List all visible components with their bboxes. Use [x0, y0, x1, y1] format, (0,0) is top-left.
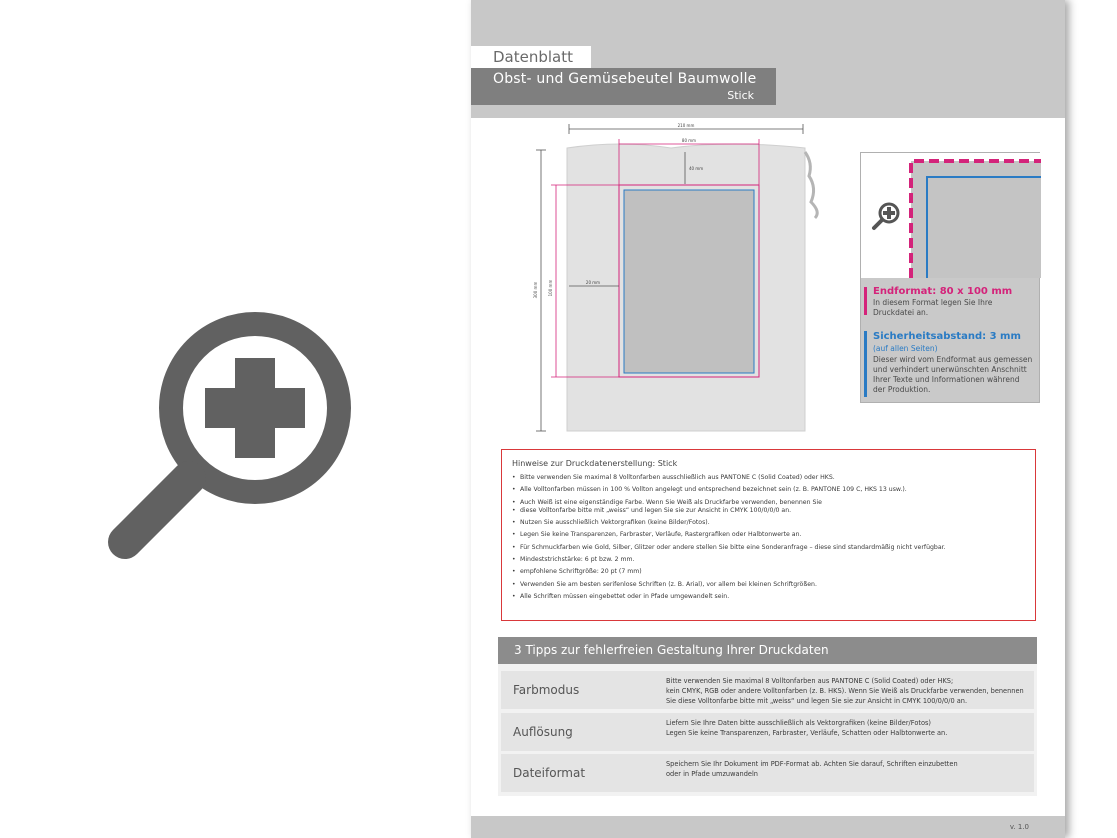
tips-table: [498, 664, 1037, 796]
tip-line: Bitte verwenden Sie maximal 8 Volltonfarben aus PANTONE C (Solid Coated) oder HKS;: [666, 677, 954, 685]
product-title: Obst- und Gemüsebeutel Baumwolle: [493, 71, 757, 87]
safety-text-1: Dieser wird vom Endformat aus gemessen: [873, 355, 1033, 364]
notes-title: Hinweise zur Druckdatenerstellung: Stick: [512, 459, 678, 468]
zoom-in-icon[interactable]: [85, 300, 365, 580]
print-notes-box: [501, 449, 1036, 621]
dim-print-width: 80 mm: [681, 138, 697, 143]
zoom-in-icon[interactable]: [869, 199, 903, 233]
version-label: v. 1.0: [1009, 823, 1029, 831]
tip-row-aufloesung: [501, 713, 1034, 751]
dim-left-offset: 20 mm: [585, 280, 601, 285]
safety-text-4: der Produktion.: [873, 385, 931, 394]
list-item: • Für Schmuckfarben wie Gold, Silber, Glitzer oder andere stellen Sie bitte eine Sonderanfrage – diese sind standardmäßig nicht verfügbar.: [512, 542, 1035, 554]
list-item: • Alle Volltonfarben müssen in 100 % Vollton angelegt und entsprechend bezeichnet sein (z. B. PANTONE 109 C, HKS 13 usw.).: [512, 484, 1035, 496]
tip-line: kein CMYK, RGB oder andere Volltonfarben (z. B. HKS). Wenn Sie Weiß als Druckfarbe verwenden, benennen: [666, 687, 1024, 696]
tip-label: Dateiformat: [513, 766, 586, 780]
list-item: • Mindeststrichstärke: 6 pt bzw. 2 mm.: [512, 554, 1035, 566]
tip-line: Speichern Sie Ihr Dokument im PDF-Format ab. Achten Sie darauf, Schriften einzubetten: [666, 760, 958, 768]
list-item: • Nutzen Sie ausschließlich Vektorgrafiken (keine Bilder/Fotos).: [512, 517, 1035, 529]
list-item: • empfohlene Schriftgröße: 20 pt (7 mm): [512, 566, 1035, 578]
safety-text-2: und verhindert unerwünschten Anschnitt: [873, 365, 1027, 374]
endformat-text-2: Druckdatei an.: [873, 308, 929, 317]
safety-text-3: Ihrer Texte und Informationen während: [873, 375, 1020, 384]
dim-total-height: 300 mm: [533, 281, 538, 299]
tip-line: Liefern Sie Ihre Daten bitte ausschließlich als Vektorgrafiken (keine Bilder/Fotos): [666, 719, 931, 727]
notes-list: [512, 472, 1035, 603]
datasheet-page: [471, 0, 1065, 838]
dim-total-width: 210 mm: [677, 123, 695, 128]
list-item: • Legen Sie keine Transparenzen, Farbraster, Verläufe, Rastergrafiken oder Halbtonwerte an.: [512, 529, 1035, 541]
safety-marker: [864, 331, 867, 397]
list-item: • Alle Schriften müssen eingebettet oder in Pfade umgewandelt sein.: [512, 591, 1035, 603]
list-item: • Auch Weiß ist eine eigenständige Farbe. Wenn Sie Weiß als Druckfarbe verwenden, benennen Sie: [512, 497, 1035, 509]
dim-top-offset: 40 mm: [689, 166, 704, 171]
product-variant: Stick: [727, 89, 754, 102]
print-area: [624, 190, 754, 373]
drawstring-icon: [805, 152, 817, 218]
tip-label: Auflösung: [513, 725, 573, 739]
list-item: • Verwenden Sie am besten serifenlose Schriften (z. B. Arial), vor allem bei kleinen Schriftgrößen.: [512, 579, 1035, 591]
list-item: • Bitte verwenden Sie maximal 8 Volltonfarben ausschließlich aus PANTONE C (Solid Coated) oder HKS.: [512, 472, 1035, 484]
legend-swatch: [861, 153, 1041, 278]
dim-print-height: 100 mm: [548, 279, 553, 297]
tip-line: Sie diese Volltonfarbe bitte mit „weiss“ und legen Sie sie zur Ansicht in CMYK 100/0/0/0 an.: [666, 697, 968, 706]
list-item: • diese Volltonfarbe bitte mit „weiss“ und legen Sie sie zur Ansicht in CMYK 100/0/0/0 an.: [512, 505, 1035, 517]
tip-text: [666, 759, 1031, 779]
safety-title: Sicherheitsabstand: 3 mm: [873, 331, 1021, 342]
tip-text: [666, 676, 1031, 707]
product-title-box: [471, 68, 776, 105]
doc-type-label: Datenblatt: [471, 46, 591, 68]
footer-bar: [471, 816, 1065, 838]
safety-subtitle: (auf allen Seiten): [873, 344, 938, 353]
tip-row-farbmodus: [501, 671, 1034, 709]
format-legend: [860, 152, 1040, 403]
endformat-text-1: In diesem Format legen Sie Ihre: [873, 298, 993, 307]
tip-label: Farbmodus: [513, 683, 580, 697]
tip-text: [666, 718, 1031, 738]
endformat-title: Endformat: 80 x 100 mm: [873, 286, 1013, 297]
tip-line: Legen Sie keine Transparenzen, Farbraster, Verläufe, Schatten oder Halbtonwerte an.: [666, 729, 948, 738]
tips-header: 3 Tipps zur fehlerfreien Gestaltung Ihrer Druckdaten: [498, 637, 1037, 664]
tip-line: oder in Pfade umzuwandeln: [666, 770, 758, 779]
endformat-marker: [864, 287, 867, 315]
tip-row-dateiformat: [501, 754, 1034, 792]
